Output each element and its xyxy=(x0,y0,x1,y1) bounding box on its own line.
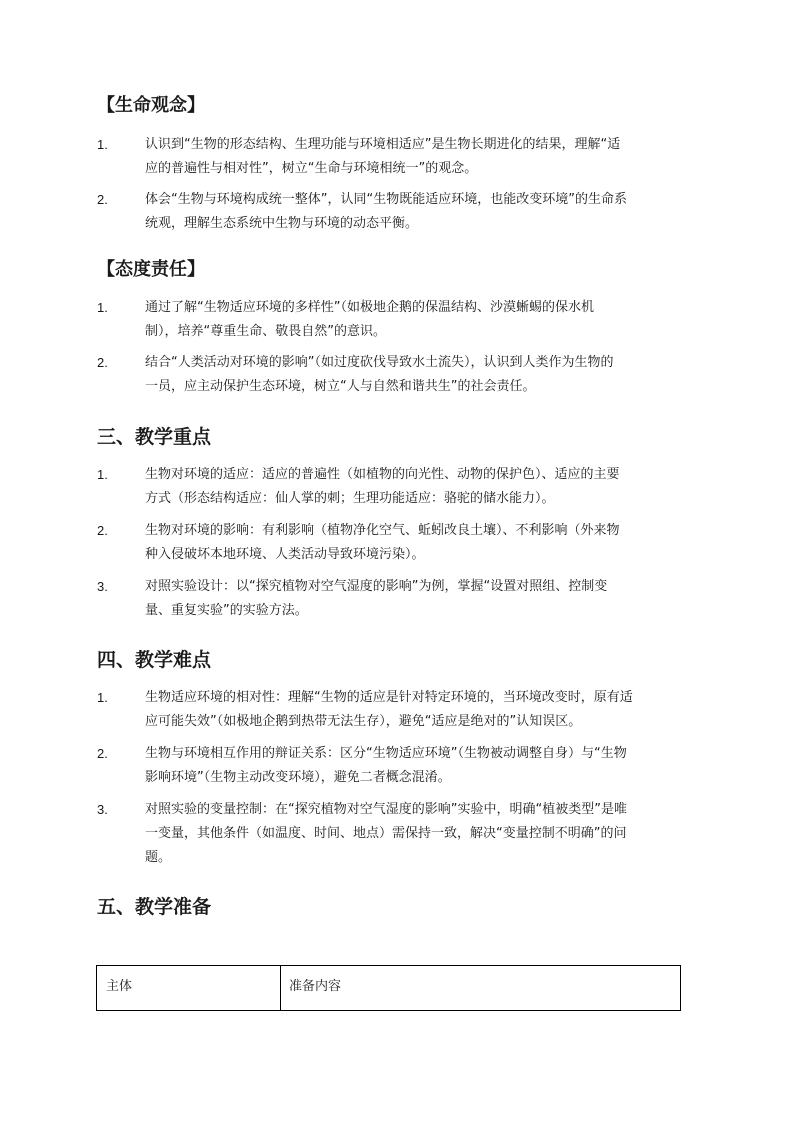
heading-preparation: 五、教学准备 xyxy=(97,896,212,918)
item-line: 生物适应环境的相对性：理解“生物的适应是针对特定环境的，当环境改变时，原有适 xyxy=(145,690,633,705)
item-text xyxy=(145,351,697,399)
item-line: 对照实验的变量控制：在“探究植物对空气湿度的影响”实验中，明确“植被类型”是唯 xyxy=(145,802,627,817)
item-line: 一变量，其他条件（如温度、时间、地点）需保持一致，解决“变量控制不明确”的问 xyxy=(145,826,627,841)
item-line: 种入侵破坏本地环境、人类活动导致环境污染）。 xyxy=(145,547,425,562)
item-number: 2. xyxy=(97,746,108,761)
item-number: 2. xyxy=(97,192,108,207)
item-text xyxy=(145,519,697,567)
item-text xyxy=(145,188,697,236)
heading-life-view: 【生命观念】 xyxy=(97,95,205,116)
preparation-table xyxy=(96,965,681,1011)
item-number: 3. xyxy=(97,579,108,594)
item-number: 1. xyxy=(97,467,108,482)
item-line: 通过了解“生物适应环境的多样性”（如极地企鹅的保温结构、沙漠蜥蜴的保水机 xyxy=(145,300,594,315)
item-text xyxy=(145,133,697,181)
item-line: 题。 xyxy=(145,850,172,865)
heading-difficulties: 四、教学难点 xyxy=(97,649,212,671)
item-number: 3. xyxy=(97,802,108,817)
heading-attitude: 【态度责任】 xyxy=(97,259,205,280)
item-number: 1. xyxy=(97,300,108,315)
item-text xyxy=(145,296,697,344)
item-text xyxy=(145,686,697,734)
item-line: 量、重复实验”的实验方法。 xyxy=(145,603,308,618)
item-line: 认识到“生物的形态结构、生理功能与环境相适应”是生物长期进化的结果，理解“适 xyxy=(145,137,621,152)
item-text xyxy=(145,742,697,790)
item-line: 影响环境”（生物主动改变环境），避免二者概念混淆。 xyxy=(145,770,451,785)
item-line: 生物与环境相互作用的辩证关系：区分“生物适应环境”（生物被动调整自身）与“生物 xyxy=(145,746,627,761)
item-line: 应的普遍性与相对性”，树立“生命与环境相统一”的观念。 xyxy=(145,161,478,176)
item-number: 2. xyxy=(97,355,108,370)
item-line: 结合“人类活动对环境的影响”（如过度砍伐导致水土流失），认识到人类作为生物的 xyxy=(145,355,614,370)
item-line: 统观，理解生态系统中生物与环境的动态平衡。 xyxy=(145,216,419,231)
table-header-subject: 主体 xyxy=(106,979,133,994)
item-number: 1. xyxy=(97,690,108,705)
item-line: 体会“生物与环境构成统一整体”，认同“生物既能适应环境，也能改变环境”的生命系 xyxy=(145,192,627,207)
item-line: 生物对环境的影响：有利影响（植物净化空气、蚯蚓改良土壤）、不利影响（外来物 xyxy=(145,523,620,538)
item-text xyxy=(145,798,697,870)
item-line: 对照实验设计：以“探究植物对空气湿度的影响”为例，掌握“设置对照组、控制变 xyxy=(145,579,608,594)
item-text xyxy=(145,463,697,511)
item-line: 生物对环境的适应：适应的普遍性（如植物的向光性、动物的保护色）、适应的主要 xyxy=(145,467,620,482)
heading-key-points: 三、教学重点 xyxy=(97,426,212,448)
item-number: 1. xyxy=(97,137,108,152)
item-text xyxy=(145,575,697,623)
table-column-divider xyxy=(280,966,281,1010)
item-line: 制），培养“尊重生命、敬畏自然”的意识。 xyxy=(145,324,386,339)
item-line: 应可能失效”（如极地企鹅到热带无法生存），避免“适应是绝对的”认知误区。 xyxy=(145,714,582,729)
item-number: 2. xyxy=(97,523,108,538)
table-header-content: 准备内容 xyxy=(289,979,342,994)
item-line: 方式（形态结构适应：仙人掌的刺；生理功能适应：骆驼的储水能力）。 xyxy=(145,491,555,506)
item-line: 一员，应主动保护生态环境，树立“人与自然和谐共生”的社会责任。 xyxy=(145,379,536,394)
